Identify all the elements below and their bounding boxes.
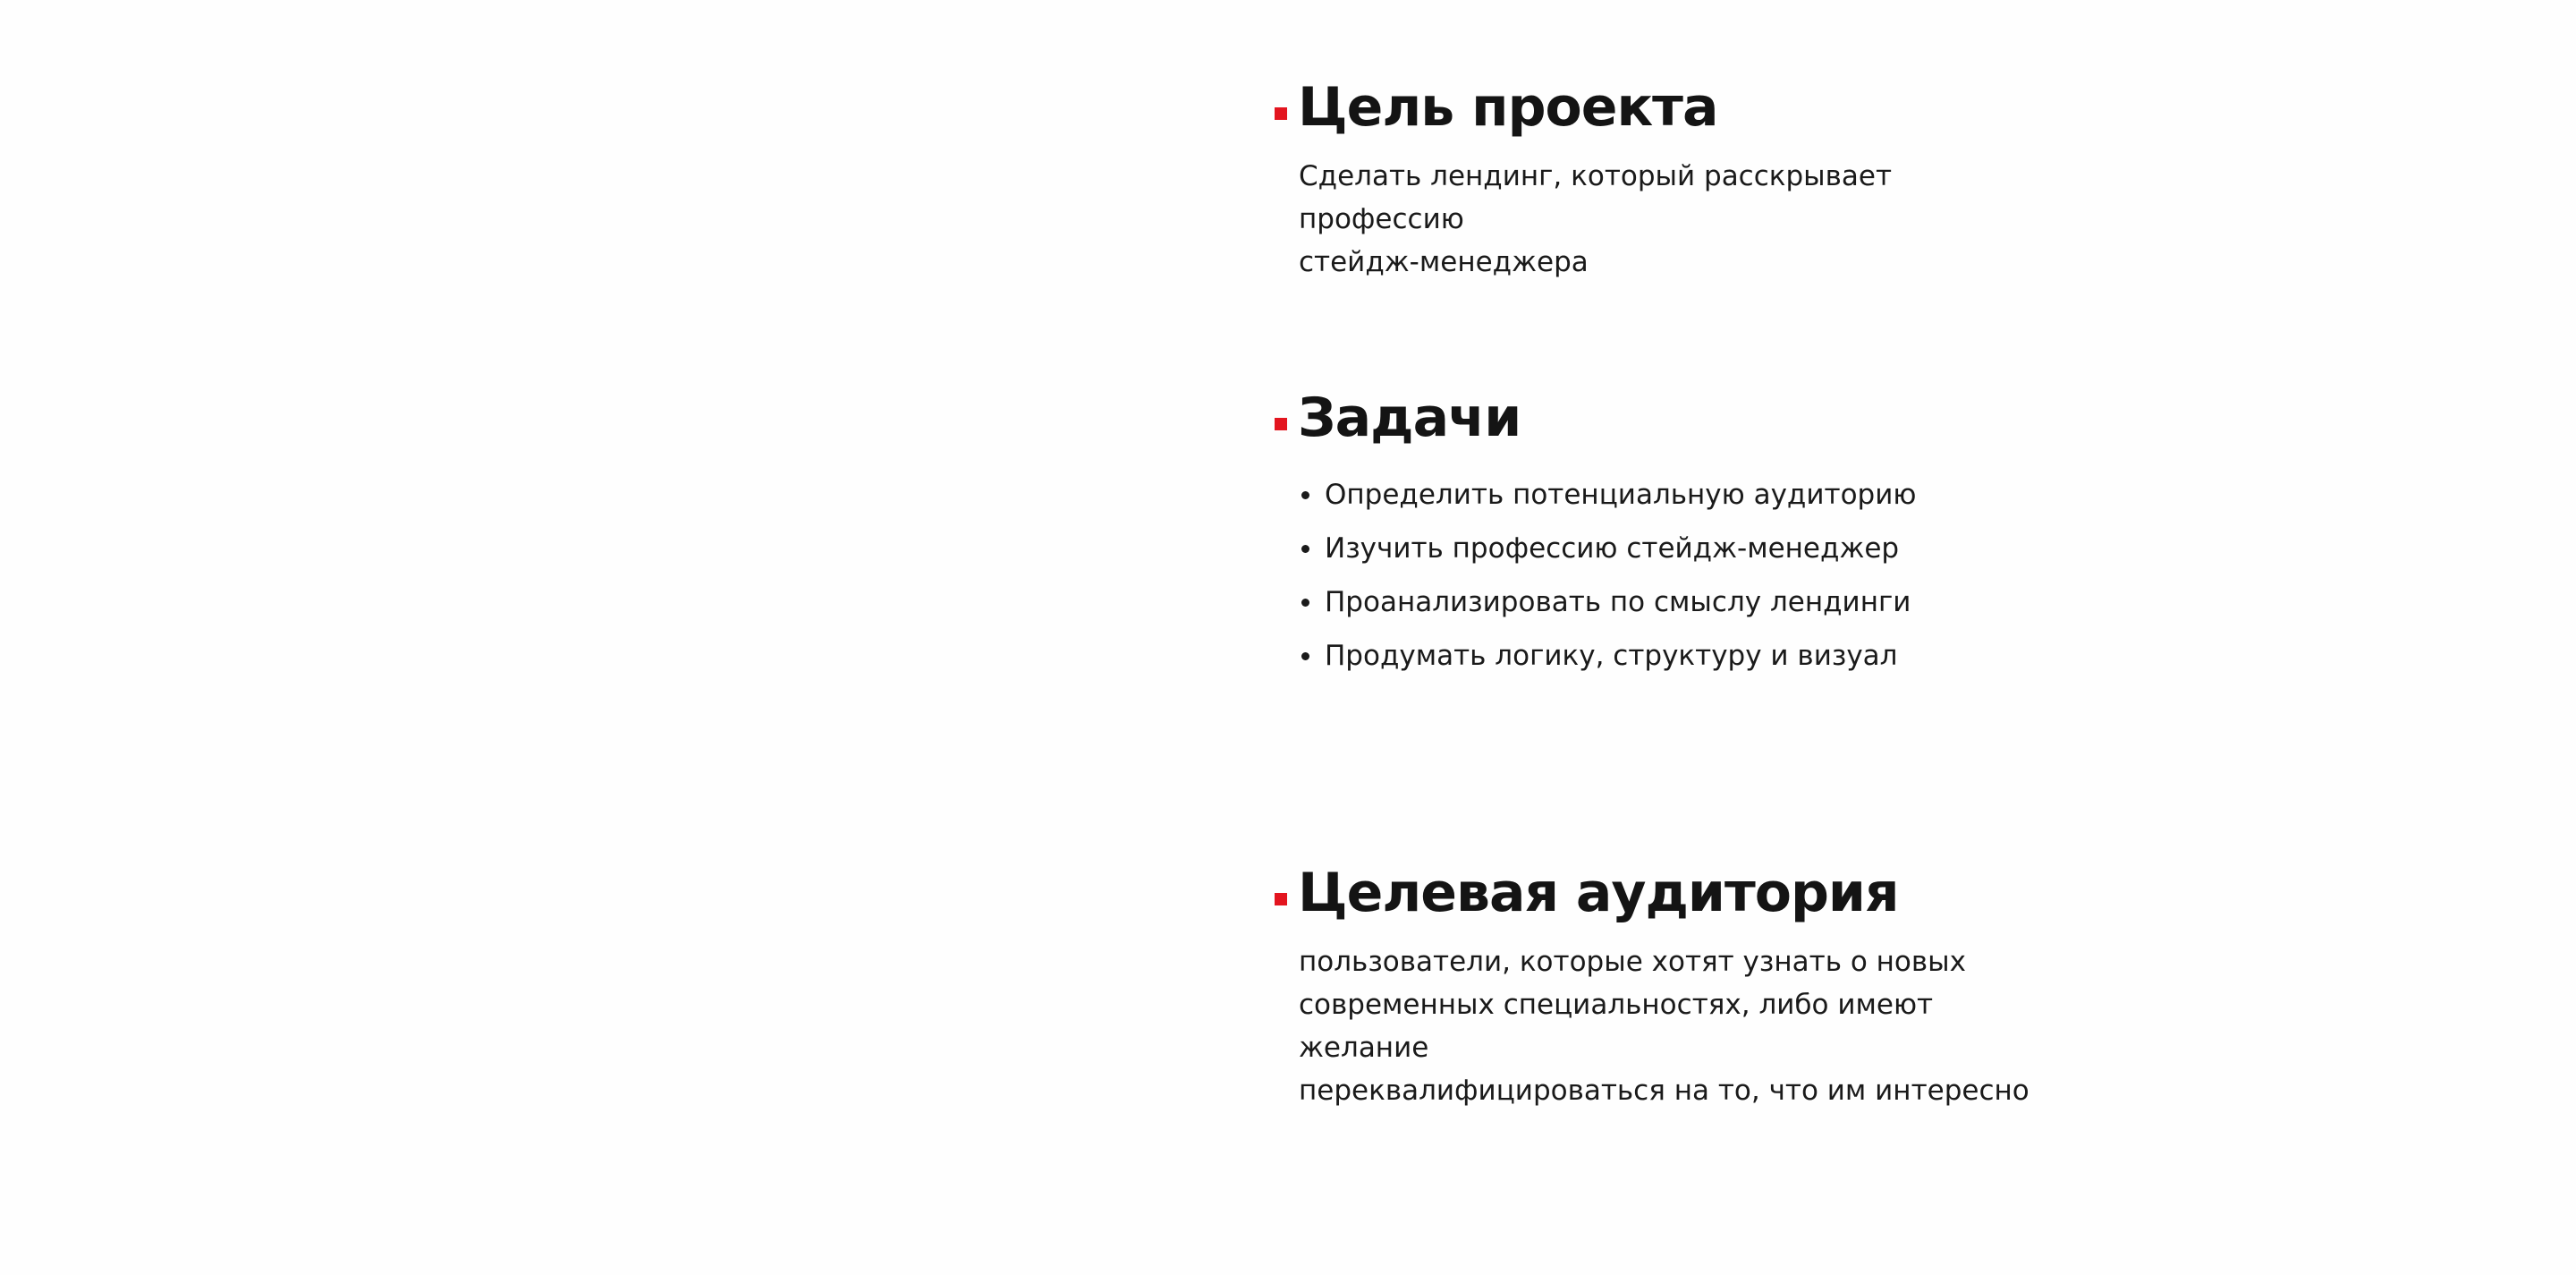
red-square-marker-icon xyxy=(1275,418,1287,430)
section-heading-row xyxy=(1275,72,2062,143)
list-item xyxy=(1299,629,2062,683)
section-heading-row xyxy=(1275,857,2062,929)
bullet-dot-icon xyxy=(1301,545,1309,553)
section-title-tasks: Задачи xyxy=(1298,387,1521,449)
text-line: Сделать лендинг, который расскрывает профессию xyxy=(1299,160,1893,235)
text-line: переквалифицироваться на то, что им интересно xyxy=(1299,1075,2029,1107)
task-label: Определить потенциальную аудиторию xyxy=(1325,479,1917,511)
red-square-marker-icon xyxy=(1275,893,1287,905)
text-line: стейдж-менеджера xyxy=(1299,246,1589,278)
list-item xyxy=(1299,468,2062,522)
text-line: пользователи, которые хотят узнать о новых xyxy=(1299,946,1966,978)
task-list xyxy=(1275,468,2062,683)
target-audience-text xyxy=(1275,940,2062,1112)
task-label: Изучить профессию стейдж-менеджер xyxy=(1325,532,1900,565)
section-project-goal xyxy=(1275,72,2062,284)
task-label: Проанализировать по смыслу лендинги xyxy=(1325,586,1911,618)
list-item xyxy=(1299,575,2062,629)
bullet-dot-icon xyxy=(1301,652,1309,660)
red-square-marker-icon xyxy=(1275,107,1287,120)
text-line: современных специальностях, либо имеют желание xyxy=(1299,989,1934,1064)
task-label: Продумать логику, структуру и визуал xyxy=(1325,640,1898,672)
section-title-target-audience: Целевая аудитория xyxy=(1298,862,1899,924)
bullet-dot-icon xyxy=(1301,491,1309,499)
project-goal-text xyxy=(1275,155,2062,284)
section-target-audience xyxy=(1275,857,2062,1112)
section-tasks xyxy=(1275,382,2062,683)
list-item xyxy=(1299,522,2062,575)
section-heading-row xyxy=(1275,382,2062,454)
section-title-project-goal: Цель проекта xyxy=(1298,76,1718,139)
bullet-dot-icon xyxy=(1301,599,1309,607)
